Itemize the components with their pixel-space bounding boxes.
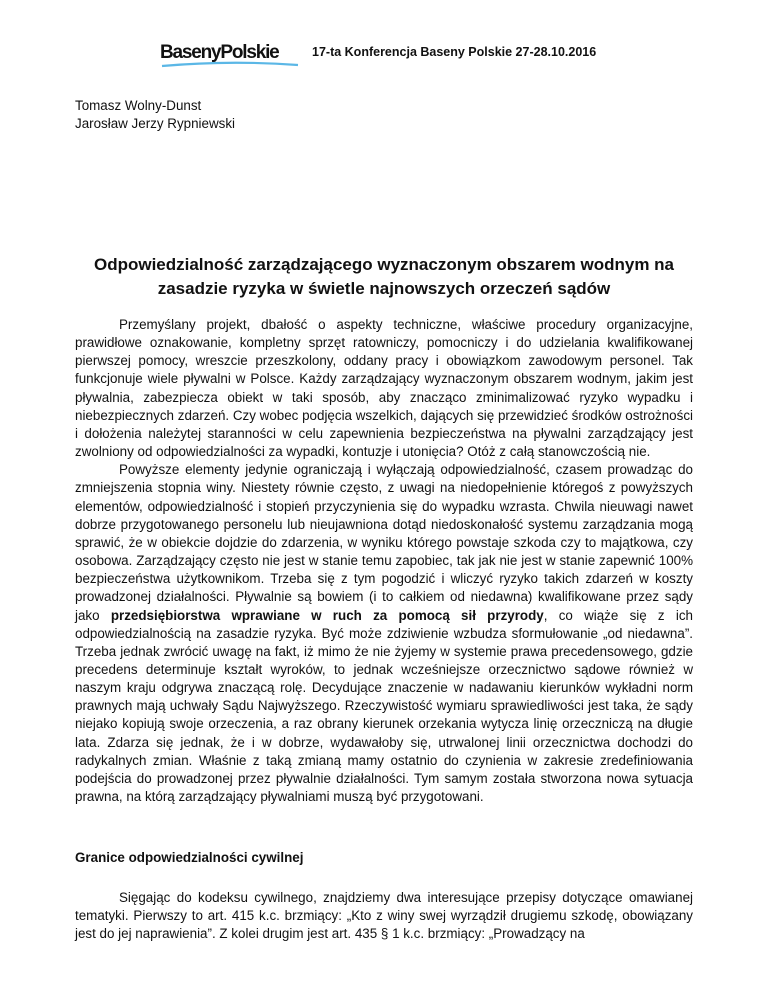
page-header [0, 38, 768, 68]
document-title [75, 253, 693, 301]
conference-title: 17-ta Konferencja Baseny Polskie 27-28.10.2016 [312, 45, 597, 59]
body-text-continued [75, 889, 693, 943]
paragraph: Sięgając do kodeksu cywilnego, znajdziemy dwa interesujące przepisy dotyczące omawianej tematyki. Pierwszy to art. 415 k.c. brzmiący: „Kto z winy swej wyrządził drugiemu szkodę, obowiązany jest do jej naprawienia”. Z kolei drugim jest art. 435 § 1 k.c. brzmiący: „Prowadzący na [75, 890, 693, 942]
paragraph-text: , co wiąże się z ich odpowiedzialnością na zasadzie ryzyka. Być może zdziwienie wzbudza sformułowanie „od niedawna”. Trzeba jednak zwrócić uwagę na fakt, iż mimo że nie żyjemy w systemie prawa precedensowego, gdzie precedens determinuje kształt wyroków, to jednak wcześniejsze orzecznictwo sądowe również w naszym kraju odgrywa znaczącą rolę. Decydujące znaczenie w nadawaniu kierunków wykładni norm prawnych mają uchwały Sądu Najwyższego. Rzeczywistość wymiaru sprawiedliwości jest taka, że sądy niejako kopiują swoje orzeczenia, a raz obrany kierunek orzekania wytycza linię orzeczniczą na długie lata. Zdarza się jednak, że i w dobrze, wydawałoby się, utrwalonej linii orzecznictwa dochodzi do radykalnych zmian. Właśnie z taką zmianą mamy ostatnio do czynienia w zakresie zredefiniowania podejścia do prowadzonej przez pływalnie działalności. Tym samym została stworzona nowa sytuacja prawna, na którą zarządzający pływalniami muszą być przygotowani. [75, 607, 693, 805]
authors-block [75, 97, 235, 133]
author-name: Tomasz Wolny-Dunst [75, 98, 202, 113]
logo-swoosh-icon [160, 61, 300, 69]
paragraph-text: Powyższe elementy jedynie ograniczają i wyłączają odpowiedzialność, czasem prowadząc do zmniejszenia stopnia winy. Niestety równie często, z uwagi na niedopełnienie któregoś z powyższych elementów, odpowiedzialność i stopień przyczynienia się do wypadku wzrasta. Chwila nieuwagi nawet dobrze przygotowanego personelu lub nieujawniona dotąd niedoskonałość systemu zarządzania mogą sprawić, że w obiekcie dojdzie do zdarzenia, w wyniku którego powstaje szkoda czy to majątkowa, czy osobowa. Zarządzający często nie jest w stanie temu zapobiec, tak jak nie jest w stanie zapewnić 100% bezpieczeństwa użytkownikom. Trzeba się z tym pogodzić i wliczyć ryzyko takich zdarzeń w koszty prowadzonej działalności. Pływalnie są bowiem (i to całkiem od niedawna) kwalifikowane przez sądy jako [75, 462, 693, 623]
author-name: Jarosław Jerzy Rypniewski [75, 116, 235, 131]
title-line: zasadzie ryzyka w świetle najnowszych orzeczeń sądów [157, 279, 611, 298]
emphasized-text: przedsiębiorstwa wprawiane w ruch za pomocą sił przyrody [110, 607, 544, 623]
logo-text: BasenyPolskie [160, 42, 279, 63]
title-line: Odpowiedzialność zarządzającego wyznaczonym obszarem wodnym na [93, 255, 675, 274]
baseny-polskie-logo [160, 42, 279, 64]
paragraph: Przemyślany projekt, dbałość o aspekty techniczne, właściwe procedury organizacyjne, prawidłowe oznakowanie, kompletny sprzęt ratowniczy, pomocniczy i do udzielania kwalifikowanej pierwszej pomocy, wreszcie przeszkolony, oddany pracy i obowiązkom zawodowym personel. Tak funkcjonuje wiele pływalni w Polsce. Każdy zarządzający wyznaczonym obszarem wodnym, jakim jest pływalnia, zabezpiecza obiekt w taki sposób, aby znacząco zminimalizować ryzyko wypadku i niebezpiecznych zdarzeń. Czy wobec podjęcia wszelkich, dających się przewidzieć środków ostrożności i dołożenia należytej staranności w celu zapewnienia bezpieczeństwa na pływalni zarządzający jest zwolniony od odpowiedzialności za wypadki, kontuzje i utonięcia? Otóż z całą stanowczością nie. [75, 317, 693, 460]
paragraph [75, 461, 693, 806]
body-text [75, 316, 693, 806]
section-heading: Granice odpowiedzialności cywilnej [75, 850, 304, 865]
